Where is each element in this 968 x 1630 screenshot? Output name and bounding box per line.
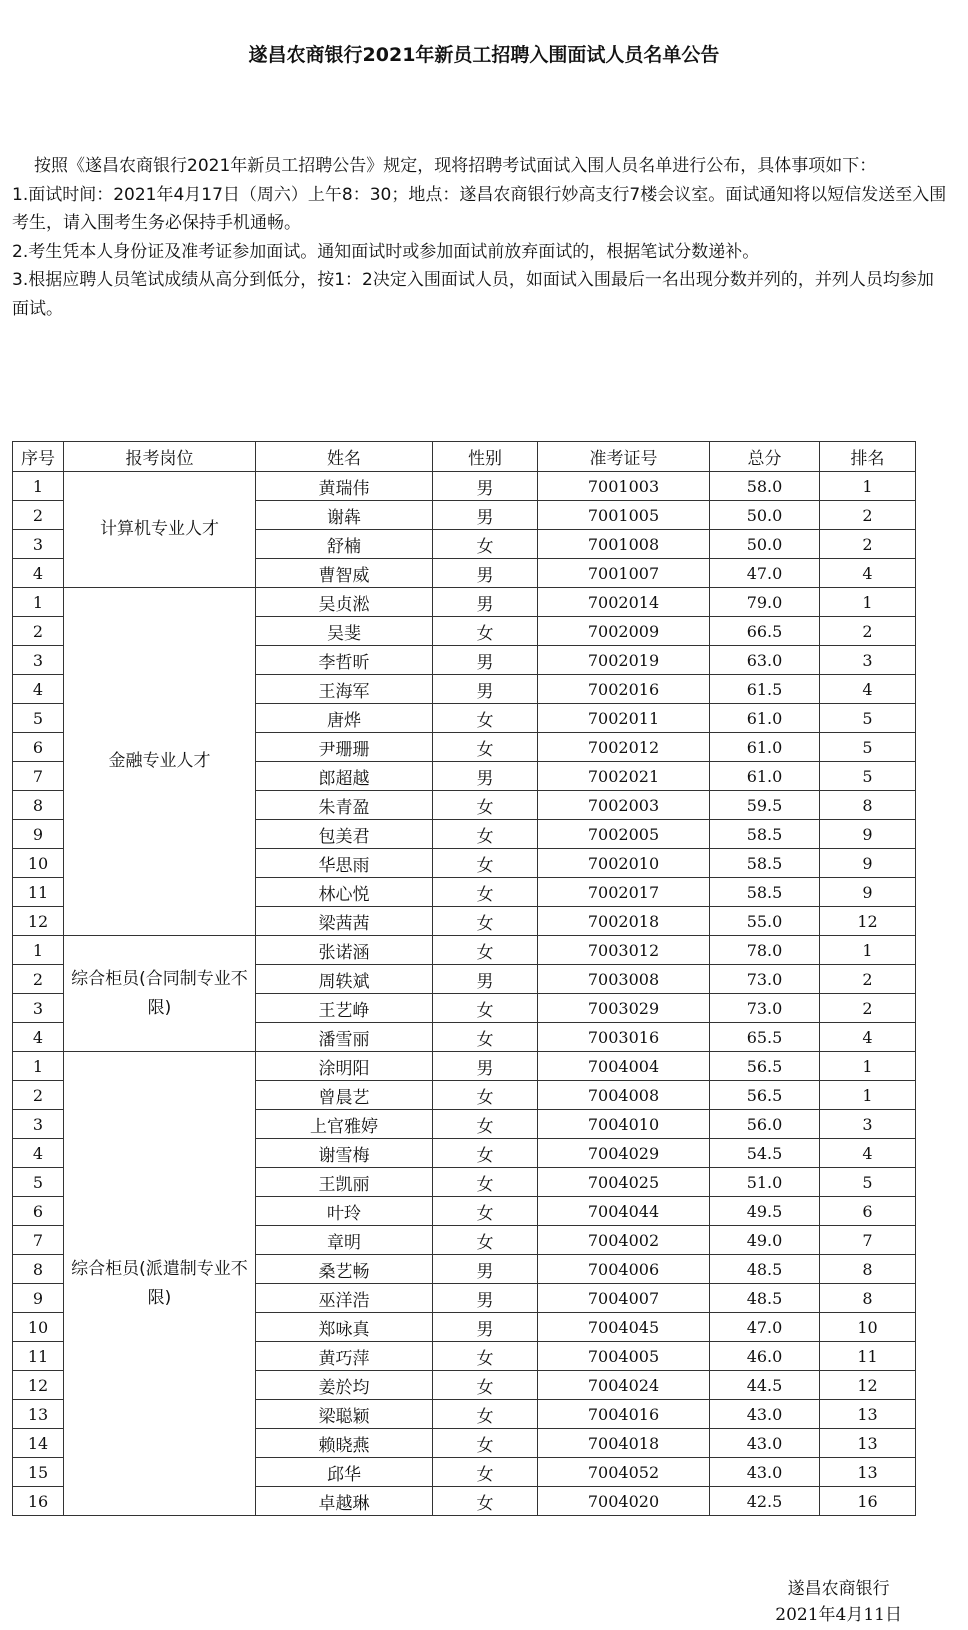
total-score: 47.0 xyxy=(710,559,820,588)
row-index: 10 xyxy=(13,1313,64,1342)
total-score: 58.5 xyxy=(710,878,820,907)
rank: 8 xyxy=(820,1255,916,1284)
total-score: 50.0 xyxy=(710,530,820,559)
row-index: 13 xyxy=(13,1400,64,1429)
total-score: 54.5 xyxy=(710,1139,820,1168)
exam-number: 7002018 xyxy=(538,907,710,936)
candidate-gender: 男 xyxy=(433,1052,538,1081)
total-score: 58.0 xyxy=(710,472,820,501)
rank: 11 xyxy=(820,1342,916,1371)
row-index: 16 xyxy=(13,1487,64,1516)
exam-number: 7004020 xyxy=(538,1487,710,1516)
table-row xyxy=(13,1052,916,1081)
candidate-name: 黄巧萍 xyxy=(256,1342,433,1371)
total-score: 50.0 xyxy=(710,501,820,530)
issuer-name: 遂昌农商银行 xyxy=(787,1579,890,1599)
header-rank: 排名 xyxy=(820,442,916,472)
exam-number: 7004025 xyxy=(538,1168,710,1197)
candidate-gender: 女 xyxy=(433,1226,538,1255)
exam-number: 7002017 xyxy=(538,878,710,907)
candidate-name: 郎超越 xyxy=(256,762,433,791)
candidate-gender: 男 xyxy=(433,1255,538,1284)
candidate-gender: 女 xyxy=(433,907,538,936)
table-body xyxy=(13,472,916,1516)
candidate-gender: 女 xyxy=(433,1371,538,1400)
header-exam-number: 准考证号 xyxy=(538,442,710,472)
total-score: 44.5 xyxy=(710,1371,820,1400)
exam-number: 7001005 xyxy=(538,501,710,530)
rank: 16 xyxy=(820,1487,916,1516)
header-gender: 性别 xyxy=(433,442,538,472)
candidate-gender: 女 xyxy=(433,1023,538,1052)
row-index: 11 xyxy=(13,878,64,907)
candidate-name: 舒楠 xyxy=(256,530,433,559)
total-score: 51.0 xyxy=(710,1168,820,1197)
notice-item: 1.面试时间：2021年4月17日（周六）上午8：30；地点：遂昌农商银行妙高支行7楼会议室。面试通知将以短信发送至入围考生，请入围考生务必保持手机通畅。 xyxy=(12,184,947,234)
candidate-name: 叶玲 xyxy=(256,1197,433,1226)
header-post: 报考岗位 xyxy=(64,442,256,472)
exam-number: 7002014 xyxy=(538,588,710,617)
rank: 12 xyxy=(820,907,916,936)
header-total-score: 总分 xyxy=(710,442,820,472)
total-score: 56.5 xyxy=(710,1081,820,1110)
rank: 9 xyxy=(820,878,916,907)
row-index: 6 xyxy=(13,733,64,762)
candidate-name: 潘雪丽 xyxy=(256,1023,433,1052)
total-score: 78.0 xyxy=(710,936,820,965)
rank: 2 xyxy=(820,994,916,1023)
exam-number: 7002005 xyxy=(538,820,710,849)
candidate-name: 巫洋浩 xyxy=(256,1284,433,1313)
candidate-name: 李哲昕 xyxy=(256,646,433,675)
rank: 4 xyxy=(820,1139,916,1168)
rank: 8 xyxy=(820,1284,916,1313)
rank: 10 xyxy=(820,1313,916,1342)
candidate-gender: 男 xyxy=(433,762,538,791)
exam-number: 7003029 xyxy=(538,994,710,1023)
post-cell: 计算机专业人才 xyxy=(64,472,256,588)
rank: 7 xyxy=(820,1226,916,1255)
total-score: 48.5 xyxy=(710,1284,820,1313)
candidate-name: 吴贞淞 xyxy=(256,588,433,617)
rank: 5 xyxy=(820,762,916,791)
row-index: 9 xyxy=(13,820,64,849)
total-score: 46.0 xyxy=(710,1342,820,1371)
candidate-gender: 女 xyxy=(433,1110,538,1139)
total-score: 48.5 xyxy=(710,1255,820,1284)
row-index: 15 xyxy=(13,1458,64,1487)
document-title: 遂昌农商银行2021年新员工招聘入围面试人员名单公告 xyxy=(248,44,720,66)
candidate-name: 郑咏真 xyxy=(256,1313,433,1342)
candidate-name: 邱华 xyxy=(256,1458,433,1487)
candidate-gender: 男 xyxy=(433,1284,538,1313)
rank: 13 xyxy=(820,1429,916,1458)
exam-number: 7004045 xyxy=(538,1313,710,1342)
exam-number: 7002021 xyxy=(538,762,710,791)
total-score: 66.5 xyxy=(710,617,820,646)
exam-number: 7001003 xyxy=(538,472,710,501)
rank: 1 xyxy=(820,1081,916,1110)
total-score: 56.0 xyxy=(710,1110,820,1139)
candidate-gender: 女 xyxy=(433,617,538,646)
rank: 3 xyxy=(820,646,916,675)
row-index: 7 xyxy=(13,762,64,791)
rank: 1 xyxy=(820,1052,916,1081)
exam-number: 7004052 xyxy=(538,1458,710,1487)
exam-number: 7004016 xyxy=(538,1400,710,1429)
row-index: 2 xyxy=(13,1081,64,1110)
rank: 13 xyxy=(820,1458,916,1487)
row-index: 10 xyxy=(13,849,64,878)
total-score: 73.0 xyxy=(710,965,820,994)
candidate-gender: 女 xyxy=(433,791,538,820)
candidate-gender: 男 xyxy=(433,675,538,704)
row-index: 1 xyxy=(13,936,64,965)
exam-number: 7004044 xyxy=(538,1197,710,1226)
row-index: 3 xyxy=(13,1110,64,1139)
table-row xyxy=(13,472,916,501)
row-index: 2 xyxy=(13,501,64,530)
row-index: 3 xyxy=(13,646,64,675)
rank: 2 xyxy=(820,530,916,559)
candidate-table xyxy=(12,441,916,1516)
notice-item: 3.根据应聘人员笔试成绩从高分到低分，按1：2决定入围面试人员，如面试入围最后一名出现分数并列的，并列人员均参加面试。 xyxy=(12,270,934,319)
total-score: 42.5 xyxy=(710,1487,820,1516)
exam-number: 7004029 xyxy=(538,1139,710,1168)
candidate-gender: 女 xyxy=(433,1197,538,1226)
total-score: 61.0 xyxy=(710,762,820,791)
candidate-gender: 女 xyxy=(433,1342,538,1371)
candidate-name: 王海军 xyxy=(256,675,433,704)
total-score: 65.5 xyxy=(710,1023,820,1052)
table-header-row xyxy=(13,442,916,472)
rank: 12 xyxy=(820,1371,916,1400)
row-index: 1 xyxy=(13,1052,64,1081)
candidate-gender: 女 xyxy=(433,1458,538,1487)
table-row xyxy=(13,588,916,617)
signature-block xyxy=(775,1576,902,1628)
candidate-name: 王凯丽 xyxy=(256,1168,433,1197)
rank: 1 xyxy=(820,472,916,501)
candidate-name: 包美君 xyxy=(256,820,433,849)
exam-number: 7004002 xyxy=(538,1226,710,1255)
total-score: 61.0 xyxy=(710,733,820,762)
notice-item: 2.考生凭本人身份证及准考证参加面试。通知面试时或参加面试前放弃面试的，根据笔试分数递补。 xyxy=(12,241,760,262)
rank: 8 xyxy=(820,791,916,820)
total-score: 73.0 xyxy=(710,994,820,1023)
exam-number: 7002003 xyxy=(538,791,710,820)
exam-number: 7004005 xyxy=(538,1342,710,1371)
rank: 1 xyxy=(820,936,916,965)
row-index: 9 xyxy=(13,1284,64,1313)
candidate-name: 曾晨艺 xyxy=(256,1081,433,1110)
total-score: 47.0 xyxy=(710,1313,820,1342)
notice-body xyxy=(12,152,947,324)
row-index: 11 xyxy=(13,1342,64,1371)
total-score: 43.0 xyxy=(710,1429,820,1458)
candidate-name: 周轶斌 xyxy=(256,965,433,994)
post-cell: 综合柜员(派遣制专业不限) xyxy=(64,1052,256,1516)
candidate-name: 张诺涵 xyxy=(256,936,433,965)
candidate-gender: 男 xyxy=(433,472,538,501)
candidate-name: 尹珊珊 xyxy=(256,733,433,762)
candidate-gender: 女 xyxy=(433,1168,538,1197)
candidate-gender: 女 xyxy=(433,530,538,559)
exam-number: 7001008 xyxy=(538,530,710,559)
total-score: 59.5 xyxy=(710,791,820,820)
candidate-gender: 女 xyxy=(433,936,538,965)
candidate-name: 谢犇 xyxy=(256,501,433,530)
row-index: 8 xyxy=(13,1255,64,1284)
exam-number: 7003012 xyxy=(538,936,710,965)
row-index: 5 xyxy=(13,1168,64,1197)
exam-number: 7004010 xyxy=(538,1110,710,1139)
candidate-gender: 女 xyxy=(433,1081,538,1110)
exam-number: 7004006 xyxy=(538,1255,710,1284)
candidate-name: 赖晓燕 xyxy=(256,1429,433,1458)
candidate-gender: 女 xyxy=(433,1400,538,1429)
candidate-name: 华思雨 xyxy=(256,849,433,878)
rank: 9 xyxy=(820,849,916,878)
total-score: 49.5 xyxy=(710,1197,820,1226)
rank: 5 xyxy=(820,704,916,733)
candidate-name: 姜於均 xyxy=(256,1371,433,1400)
row-index: 3 xyxy=(13,994,64,1023)
candidate-name: 唐烨 xyxy=(256,704,433,733)
exam-number: 7002012 xyxy=(538,733,710,762)
total-score: 55.0 xyxy=(710,907,820,936)
candidate-name: 曹智威 xyxy=(256,559,433,588)
total-score: 43.0 xyxy=(710,1458,820,1487)
exam-number: 7002019 xyxy=(538,646,710,675)
rank: 4 xyxy=(820,675,916,704)
candidate-name: 桑艺畅 xyxy=(256,1255,433,1284)
candidate-gender: 女 xyxy=(433,733,538,762)
total-score: 61.0 xyxy=(710,704,820,733)
exam-number: 7003008 xyxy=(538,965,710,994)
candidate-gender: 男 xyxy=(433,1313,538,1342)
row-index: 4 xyxy=(13,1139,64,1168)
row-index: 14 xyxy=(13,1429,64,1458)
row-index: 1 xyxy=(13,588,64,617)
row-index: 4 xyxy=(13,675,64,704)
rank: 5 xyxy=(820,733,916,762)
exam-number: 7004007 xyxy=(538,1284,710,1313)
candidate-gender: 男 xyxy=(433,646,538,675)
candidate-gender: 男 xyxy=(433,501,538,530)
candidate-gender: 女 xyxy=(433,1139,538,1168)
candidate-name: 上官雅婷 xyxy=(256,1110,433,1139)
rank: 2 xyxy=(820,501,916,530)
candidate-name: 谢雪梅 xyxy=(256,1139,433,1168)
notice-intro: 按照《遂昌农商银行2021年新员工招聘公告》规定，现将招聘考试面试入围人员名单进行公布，具体事项如下： xyxy=(34,156,877,176)
candidate-name: 卓越琳 xyxy=(256,1487,433,1516)
candidate-name: 涂明阳 xyxy=(256,1052,433,1081)
row-index: 2 xyxy=(13,617,64,646)
issue-date: 2021年4月11日 xyxy=(775,1605,902,1625)
exam-number: 7003016 xyxy=(538,1023,710,1052)
candidate-name: 林心悦 xyxy=(256,878,433,907)
candidate-gender: 男 xyxy=(433,965,538,994)
rank: 4 xyxy=(820,559,916,588)
rank: 2 xyxy=(820,965,916,994)
row-index: 3 xyxy=(13,530,64,559)
total-score: 56.5 xyxy=(710,1052,820,1081)
row-index: 8 xyxy=(13,791,64,820)
candidate-name: 章明 xyxy=(256,1226,433,1255)
rank: 3 xyxy=(820,1110,916,1139)
exam-number: 7004018 xyxy=(538,1429,710,1458)
rank: 13 xyxy=(820,1400,916,1429)
total-score: 58.5 xyxy=(710,849,820,878)
exam-number: 7004024 xyxy=(538,1371,710,1400)
post-cell: 金融专业人才 xyxy=(64,588,256,936)
candidate-gender: 女 xyxy=(433,849,538,878)
table-row xyxy=(13,936,916,965)
exam-number: 7002010 xyxy=(538,849,710,878)
candidate-gender: 女 xyxy=(433,704,538,733)
header-index: 序号 xyxy=(13,442,64,472)
row-index: 7 xyxy=(13,1226,64,1255)
total-score: 63.0 xyxy=(710,646,820,675)
rank: 5 xyxy=(820,1168,916,1197)
row-index: 12 xyxy=(13,907,64,936)
candidate-gender: 男 xyxy=(433,559,538,588)
candidate-name: 梁聪颖 xyxy=(256,1400,433,1429)
candidate-gender: 女 xyxy=(433,878,538,907)
row-index: 5 xyxy=(13,704,64,733)
row-index: 12 xyxy=(13,1371,64,1400)
candidate-gender: 男 xyxy=(433,588,538,617)
total-score: 43.0 xyxy=(710,1400,820,1429)
total-score: 79.0 xyxy=(710,588,820,617)
exam-number: 7001007 xyxy=(538,559,710,588)
rank: 2 xyxy=(820,617,916,646)
exam-number: 7004004 xyxy=(538,1052,710,1081)
exam-number: 7004008 xyxy=(538,1081,710,1110)
total-score: 61.5 xyxy=(710,675,820,704)
post-cell: 综合柜员(合同制专业不限) xyxy=(64,936,256,1052)
rank: 1 xyxy=(820,588,916,617)
rank: 6 xyxy=(820,1197,916,1226)
candidate-name: 吴斐 xyxy=(256,617,433,646)
rank: 4 xyxy=(820,1023,916,1052)
rank: 9 xyxy=(820,820,916,849)
candidate-name: 王艺峥 xyxy=(256,994,433,1023)
candidate-name: 朱青盈 xyxy=(256,791,433,820)
candidate-gender: 女 xyxy=(433,820,538,849)
total-score: 49.0 xyxy=(710,1226,820,1255)
row-index: 2 xyxy=(13,965,64,994)
total-score: 58.5 xyxy=(710,820,820,849)
candidate-name: 黄瑞伟 xyxy=(256,472,433,501)
candidate-gender: 女 xyxy=(433,1487,538,1516)
row-index: 1 xyxy=(13,472,64,501)
row-index: 6 xyxy=(13,1197,64,1226)
exam-number: 7002016 xyxy=(538,675,710,704)
row-index: 4 xyxy=(13,1023,64,1052)
candidate-name: 梁茜茜 xyxy=(256,907,433,936)
exam-number: 7002011 xyxy=(538,704,710,733)
candidate-gender: 女 xyxy=(433,1429,538,1458)
exam-number: 7002009 xyxy=(538,617,710,646)
row-index: 4 xyxy=(13,559,64,588)
candidate-gender: 女 xyxy=(433,994,538,1023)
header-name: 姓名 xyxy=(256,442,433,472)
